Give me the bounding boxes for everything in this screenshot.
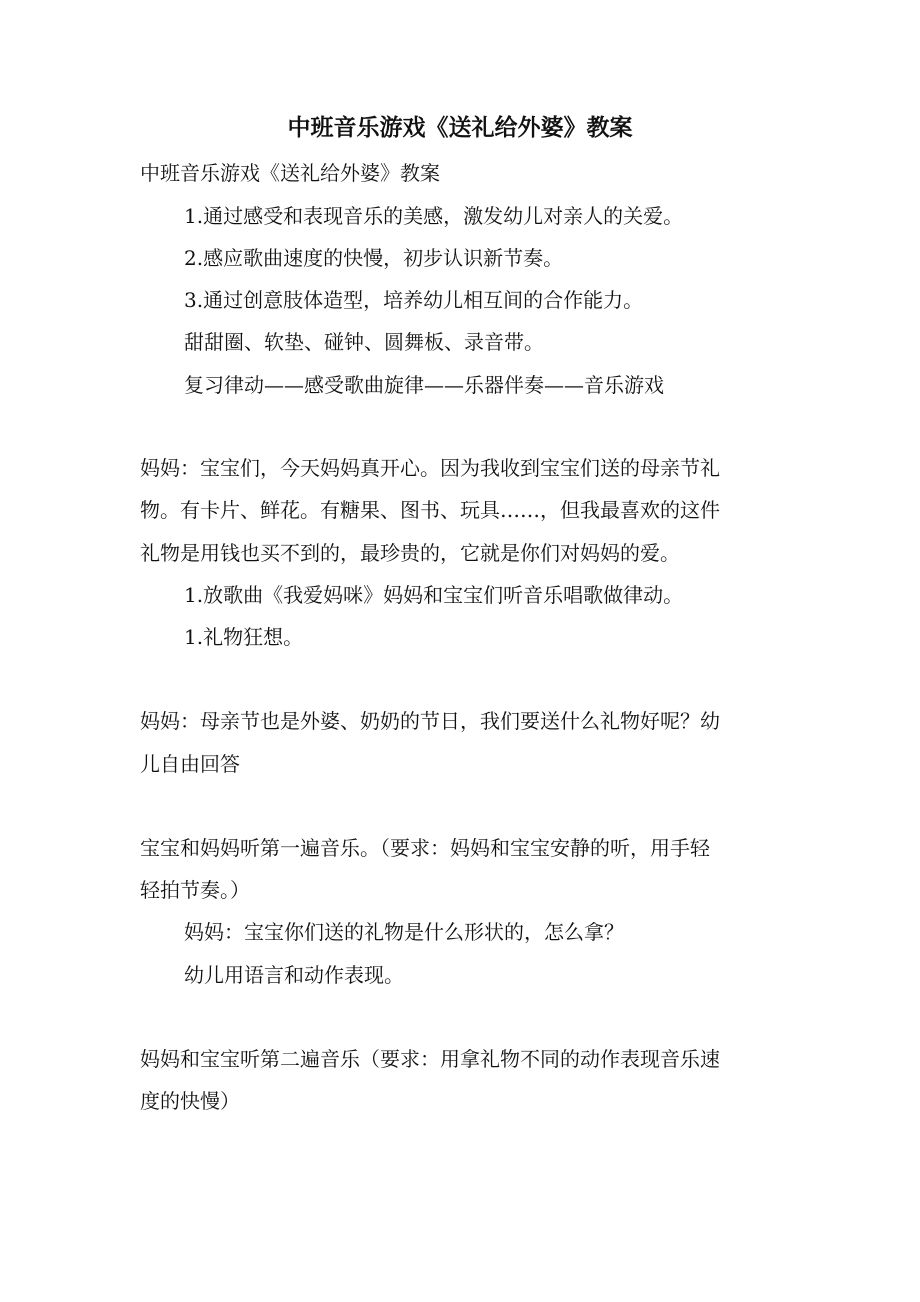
paragraph-line: 轻拍节奏。） [140, 878, 250, 902]
paragraph-line: 妈妈：母亲节也是外婆、奶奶的节日，我们要送什么礼物好呢？幼 [140, 709, 720, 733]
paragraph-line: 1.礼物狂想。 [184, 625, 304, 649]
paragraph-line: 3.通过创意肢体造型，培养幼儿相互间的合作能力。 [184, 288, 644, 312]
paragraph-line: 度的快慢） [140, 1089, 240, 1113]
paragraph-line: 2.感应歌曲速度的快慢，初步认识新节奏。 [184, 246, 564, 270]
paragraph-line: 幼儿用语言和动作表现。 [184, 963, 404, 987]
paragraph-line: 礼物是用钱也买不到的，最珍贵的，它就是你们对妈妈的爱。 [140, 541, 680, 565]
paragraph-line: 妈妈和宝宝听第二遍音乐（要求：用拿礼物不同的动作表现音乐速 [140, 1047, 720, 1071]
paragraph-line: 宝宝和妈妈听第一遍音乐。（要求：妈妈和宝宝安静的听，用手轻 [140, 836, 710, 860]
paragraph-line: 中班音乐游戏《送礼给外婆》教案 [140, 161, 440, 185]
paragraph-line: 儿自由回答 [140, 752, 240, 776]
paragraph-line: 妈妈：宝宝们，今天妈妈真开心。因为我收到宝宝们送的母亲节礼 [140, 456, 720, 480]
paragraph-line: 物。有卡片、鲜花。有糖果、图书、玩具……，但我最喜欢的这件 [140, 498, 720, 522]
paragraph-line: 甜甜圈、软垫、碰钟、圆舞板、录音带。 [184, 330, 544, 354]
paragraph-line: 妈妈：宝宝你们送的礼物是什么形状的，怎么拿？ [184, 920, 624, 944]
paragraph-line: 1.通过感受和表现音乐的美感，激发幼儿对亲人的关爱。 [184, 204, 684, 228]
paragraph-line: 复习律动——感受歌曲旋律——乐器伴奏——音乐游戏 [184, 373, 664, 397]
paragraph-line: 1.放歌曲《我爱妈咪》妈妈和宝宝们听音乐唱歌做律动。 [184, 583, 684, 607]
document-title: 中班音乐游戏《送礼给外婆》教案 [287, 114, 633, 141]
